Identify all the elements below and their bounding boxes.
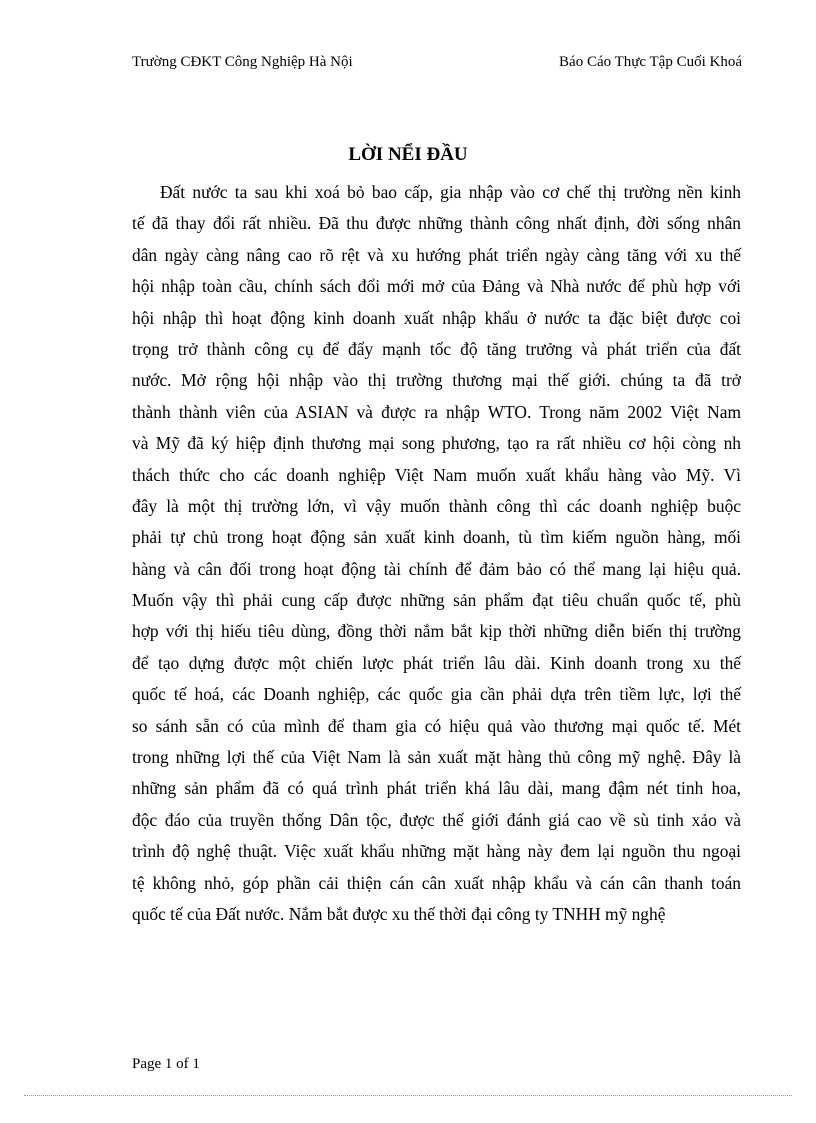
paragraph-line: dân ngày càng nâng cao rõ rệt và xu hướng phát triển ngày càng tăng với xu thế bbox=[132, 244, 741, 265]
paragraph-line: hội nhập toàn cầu, chính sách đổi mới mở của Đảng và Nhà nước để phù hợp với bbox=[132, 276, 741, 297]
paragraph-line: hàng và cân đối trong hoạt động tài chính để đảm bảo có thể mang lại hiệu quả. bbox=[132, 558, 741, 579]
paragraph-line: phải tự chủ trong hoạt động sản xuất kinh doanh, tù tìm kiếm nguồn hàng, mối bbox=[132, 527, 741, 548]
paragraph-line: quốc tế của Đất nước. Nắm bắt được xu thế thời đại công ty TNHH mỹ nghệ bbox=[132, 903, 666, 924]
paragraph-line: so sánh sẵn có của mình để tham gia có hiệu quả vào thương mại quốc tế. Mét bbox=[132, 715, 741, 736]
paragraph-line: đây là một thị trường lớn, vì vậy muốn thành công thì các doanh nghiệp buộc bbox=[132, 495, 741, 516]
paragraph-line: trong những lợi thế của Việt Nam là sản xuất mặt hàng thủ công mỹ nghệ. Đây là bbox=[132, 747, 741, 768]
paragraph-line: nước. Mở rộng hội nhập vào thị trường thương mại thế giới. chúng ta đã trở bbox=[132, 370, 741, 391]
paragraph-line: và Mỹ đã ký hiệp định thương mại song phương, tạo ra rất nhiều cơ hội còng nh bbox=[132, 433, 741, 454]
paragraph-line: hội nhập thì hoạt động kinh doanh xuất nhập khẩu ở nước ta đặc biệt được coi bbox=[132, 307, 741, 328]
paragraph-line: Đất nước ta sau khi xoá bỏ bao cấp, gia nhập vào cơ chế thị trường nền kinh bbox=[160, 182, 741, 202]
paragraph-line: trình độ nghệ thuật. Việc xuất khẩu những mặt hàng này đem lại nguồn thu ngoại bbox=[132, 841, 741, 862]
document-title: LỜI NỂI ĐẦU bbox=[348, 144, 468, 165]
page-bottom-divider bbox=[24, 1095, 792, 1096]
paragraph-line: hợp với thị hiếu tiêu dùng, đồng thời nắm bắt kịp thời những diễn biến thị trường bbox=[132, 621, 741, 642]
paragraph-line: tế đã thay đổi rất nhiều. Đã thu được những thành công nhất định, đời sống nhân bbox=[132, 213, 741, 234]
paragraph-line: để tạo dựng được một chiến lược phát triển lâu dài. Kinh doanh trong xu thế bbox=[132, 652, 741, 673]
paragraph-line: Muốn vậy thì phải cung cấp được những sản phẩm đạt tiêu chuẩn quốc tế, phù bbox=[132, 590, 741, 611]
paragraph-line: quốc tế hoá, các Doanh nghiệp, các quốc gia cần phải dựa trên tiềm lực, lợi thế bbox=[132, 684, 741, 705]
paragraph-line: những sản phẩm đã có quá trình phát triển khá lâu dài, mang đậm nét tinh hoa, bbox=[132, 778, 741, 799]
paragraph-line: tệ không nhỏ, góp phần cải thiện cán cân xuất nhập khẩu và cán cân thanh toán bbox=[132, 872, 741, 893]
page-footer: Page 1 of 1 bbox=[132, 1056, 200, 1072]
header-report-title: Báo Cáo Thực Tập Cuối Khoá bbox=[559, 54, 742, 70]
header-school-name: Trường CĐKT Công Nghiệp Hà Nội bbox=[132, 54, 353, 70]
paragraph-line: độc đáo của truyền thống Dân tộc, được thế giới đánh giá cao về sù tinh xảo và bbox=[132, 809, 741, 830]
page-header bbox=[132, 52, 742, 72]
paragraph-line: trọng trở thành công cụ để đẩy mạnh tốc độ tăng trưởng và phát triển của đất bbox=[132, 338, 741, 359]
paragraph-line: thành thành viên của ASIAN và được ra nhập WTO. Trong năm 2002 Việt Nam bbox=[132, 401, 741, 422]
paragraph-line: thách thức cho các doanh nghiệp Việt Nam muốn xuất khẩu hàng vào Mỹ. Vì bbox=[132, 464, 741, 485]
body-paragraph bbox=[132, 177, 741, 930]
